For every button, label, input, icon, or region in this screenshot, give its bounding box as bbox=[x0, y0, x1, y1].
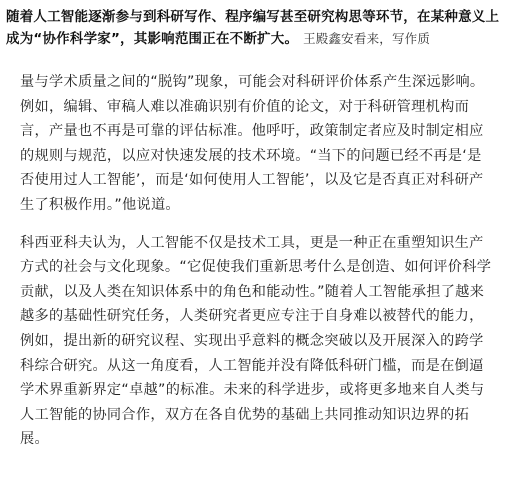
headline-text: 随着人工智能逐渐参与到科研写作、程序编写甚至研究构思等环节，在某种意义上成为“协作科学家”，其影响范围正在不断扩大。 bbox=[6, 9, 500, 47]
body-paragraph-2: 科西亚科夫认为，人工智能不仅是技术工具，更是一种正在重塑知识生产方式的社会与文化现象。“它促使我们重新思考什么是创造、如何评价科学贡献，以及人类在知识体系中的角色和能动性。”随着人工智能承担了越来越多的基础性研究任务，人类研究者更应专注于自身难以被替代的能力，例如，提出新的研究议程、实现出乎意料的概念突破以及开展深入的跨学科综合研究。从这一角度看，人工智能并没有降低科研门槛，而是在倒逼学术界重新界定“卓越”的标准。未来的科学进步，或将更多地来自人类与人工智能的协同合作，双方在各自优势的基础上共同推动知识边界的拓展。 bbox=[20, 234, 492, 448]
article-excerpt-header bbox=[6, 6, 502, 50]
body-paragraph-1: 量与学术质量之间的“脱钩”现象，可能会对科研评价体系产生深远影响。例如，编辑、审稿人难以准确识别有价值的论文，对于科研管理机构而言，产量也不再是可靠的评估标准。他呼吁，政策制定者应及时制定相应的规则与规范，以应对快速发展的技术环境。“当下的问题已经不再是‘是否使用过人工智能’，而是‘如何使用人工智能’，以及它是否真正对科研产生了积极作用。”他说道。 bbox=[20, 74, 485, 213]
author-text: 王殿鑫安看来，写作质 bbox=[303, 31, 431, 46]
article-body bbox=[20, 70, 495, 452]
